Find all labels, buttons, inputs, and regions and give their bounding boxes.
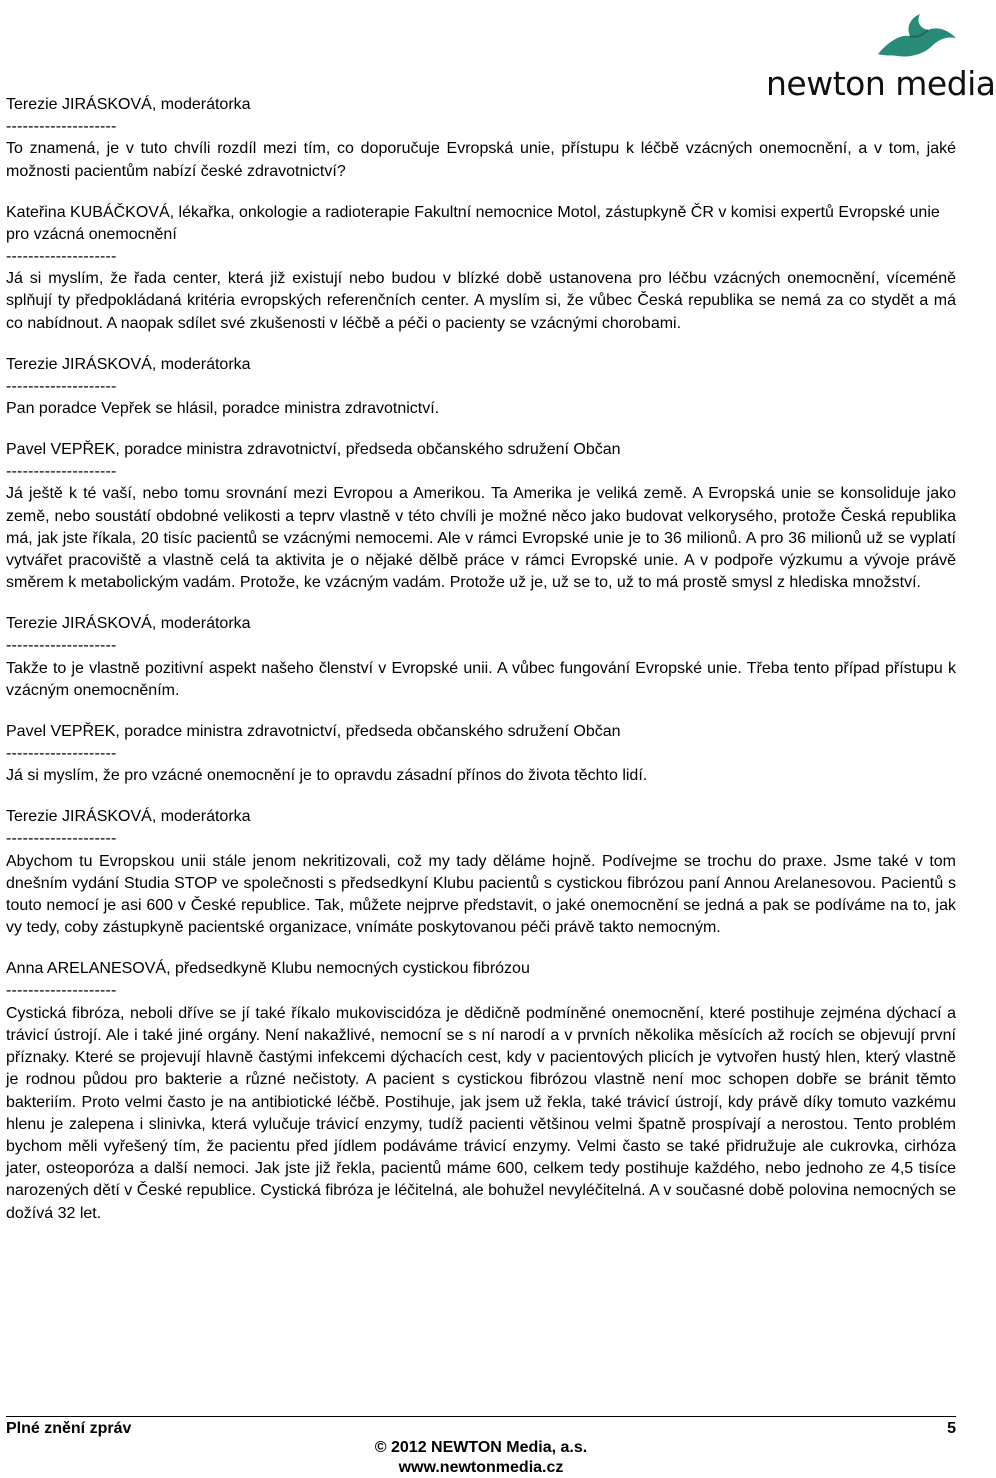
separator: -------------------- bbox=[6, 248, 117, 266]
transcript-block bbox=[6, 721, 956, 788]
speaker-name: Terezie JIRÁSKOVÁ, moderátorka bbox=[6, 96, 251, 113]
separator: -------------------- bbox=[6, 118, 117, 136]
copyright-text: © 2012 NEWTON Media, a.s. bbox=[374, 1439, 588, 1456]
statement-text: Abychom tu Evropskou unii stále jenom nekritizovali, což my tady děláme hojně. Podívejme se trochu do praxe. Jsme také v tom dnešním vydání Studia STOP ve společnosti s předsedkyní Klubu pacientů s cystickou fibrózou paní Annou Arelanesovou. Pacientů s touto nemocí je asi 600 v České republice. Tak, můžete nejprve představit, o jaké onemocnění se jedná a pak se podíváme na to, jak vy tedy, coby zástupkyně pacientské organizace, vnímáte poskytovanou péči právě takto nemocným. bbox=[6, 852, 956, 937]
speaker-name: Pavel VEPŘEK, poradce ministra zdravotnictví, předseda občanského sdružení Občan bbox=[6, 722, 621, 740]
transcript-block bbox=[6, 806, 956, 939]
statement-text: Já si myslím, že řada center, která již existují nebo budou v blízké době ustanovena pro léčbu vzácných onemocnění, víceméně splňují ty předpokládaná kritéria evropských referenčních center. A myslím si, že vůbec Česká republika se nemá za co stydět a má co nabídnout. A naopak sdílet své zkušenosti v léčbě a péči o pacienty se vzácnými chorobami. bbox=[6, 270, 956, 332]
separator: -------------------- bbox=[6, 982, 117, 1000]
transcript-block bbox=[6, 202, 956, 335]
separator: -------------------- bbox=[6, 377, 117, 395]
footer-divider bbox=[6, 1416, 956, 1417]
separator: -------------------- bbox=[6, 745, 117, 763]
transcript-block bbox=[6, 958, 956, 1224]
speaker-name: Terezie JIRÁSKOVÁ, moderátorka bbox=[6, 615, 251, 633]
separator: -------------------- bbox=[6, 463, 117, 481]
transcript-block bbox=[6, 94, 956, 183]
statement-text: To znamená, je v tuto chvíli rozdíl mezi tím, co doporučuje Evropská unie, přístupu k léčbě vzácných onemocnění, a v tom, jaké možnosti pacientům nabízí české zdravotnictví? bbox=[6, 140, 956, 180]
page-number: 5 bbox=[947, 1420, 956, 1437]
separator: -------------------- bbox=[6, 637, 117, 655]
bird-icon bbox=[760, 12, 960, 72]
speaker-name: Terezie JIRÁSKOVÁ, moderátorka bbox=[6, 808, 251, 826]
speaker-name: Kateřina KUBÁČKOVÁ, lékařka, onkologie a radioterapie Fakultní nemocnice Motol, zástupkyně ČR v komisi expertů Evropské unie pro vzácná onemocnění bbox=[6, 203, 940, 243]
statement-text: Takže to je vlastně pozitivní aspekt našeho členství v Evropské unii. A vůbec fungování Evropské unie. Třeba tento případ přístupu k vzácným onemocněním. bbox=[6, 659, 956, 699]
statement-text: Já ještě k té vaší, nebo tomu srovnání mezi Evropou a Amerikou. Ta Amerika je veliká země. A Evropská unie se konsoliduje jako země, nebo soustátí obdobné velikosti a teprv vlastně v této chvíli je možné něco jako budovat velkorysého, protože Česká republika má, jak jste říkala, 20 tisíc pacientů se vzácnými nemocemi. Ale v rámci Evropské unie je to 36 milionů. A pro 36 milionů už se vyplatí vytvářet pracoviště a vlastně celá ta aktivita je o nějaké dělbě práce v rámci Evropské unie. A v podpoře výzkumu a vývoje právě směrem k metabolickým vadám. Protože, ke vzácným vadám. Protože už je, už se to, už to má prostě smysl z hlediska množství. bbox=[6, 485, 956, 592]
statement-text: Pan poradce Vepřek se hlásil, poradce ministra zdravotnictví. bbox=[6, 400, 440, 418]
separator: -------------------- bbox=[6, 830, 117, 848]
statement-text: Cystická fibróza, neboli dříve se jí také říkalo mukoviscidóza je dědičně podmíněné onemocnění, které postihuje zejména dýchací a trávicí ústrojí. Ale i také jiné orgány. Není nakažlivé, nemocní se s ní narodí a v prvních několika měsících až rocích se objevují první příznaky. Které se projevují hlavně častými infekcemi dýchacích cest, kdy v pacientových plicích je vytvořen hustý hlen, který vlastně je rodnou půdou pro bakterie a různé nečistoty. A pacient s cystickou fibrózou vlastně není moc schopen dobře se bránit těmto bakteriím. Proto velmi často je na antibiotické léčbě. Postihuje, jak jsem už řekla, také trávicí ústrojí, kdy právě díky tomuto vazkému hlenu je zalepena i slinivka, která vylučuje trávicí enzymy, tudíž pacienti většinou velmi špatně prospívají a nerostou. Tento problém bychom měli vyřešený tím, že pacientu před jídlem podáváme trávicí enzymy. Velmi často se také přidružuje ale cukrovka, cirhóza jater, osteoporóza a další nemoci. Jak jste již řekla, pacientů máme 600, celkem tedy postihuje každého, nebo jednoho ze 4,5 tisíce narozených dětí v České republice. Cystická fibróza je léčitelná, ale bohužel nevyléčitelná. A v současné době polovina nemocných se dožívá 32 let. bbox=[6, 1004, 956, 1222]
speaker-name: Anna ARELANESOVÁ, předsedkyně Klubu nemocných cystickou fibrózou bbox=[6, 960, 530, 978]
speaker-name: Pavel VEPŘEK, poradce ministra zdravotnictví, předseda občanského sdružení Občan bbox=[6, 441, 621, 459]
transcript-block bbox=[6, 439, 956, 594]
footer-copyright bbox=[6, 1438, 956, 1478]
speaker-name: Terezie JIRÁSKOVÁ, moderátorka bbox=[6, 355, 251, 373]
page-footer bbox=[6, 1416, 956, 1474]
transcript bbox=[6, 94, 956, 1244]
statement-text: Já si myslím, že pro vzácné onemocnění je to opravdu zásadní přínos do života těchto lidí. bbox=[6, 767, 648, 785]
transcript-block bbox=[6, 613, 956, 702]
footer-title: Plné znění zpráv bbox=[6, 1420, 132, 1437]
newton-media-logo bbox=[760, 12, 996, 103]
website-link[interactable]: www.newtonmedia.cz bbox=[398, 1459, 564, 1476]
logo-wordmark: newton media bbox=[766, 64, 996, 103]
transcript-block bbox=[6, 354, 956, 421]
